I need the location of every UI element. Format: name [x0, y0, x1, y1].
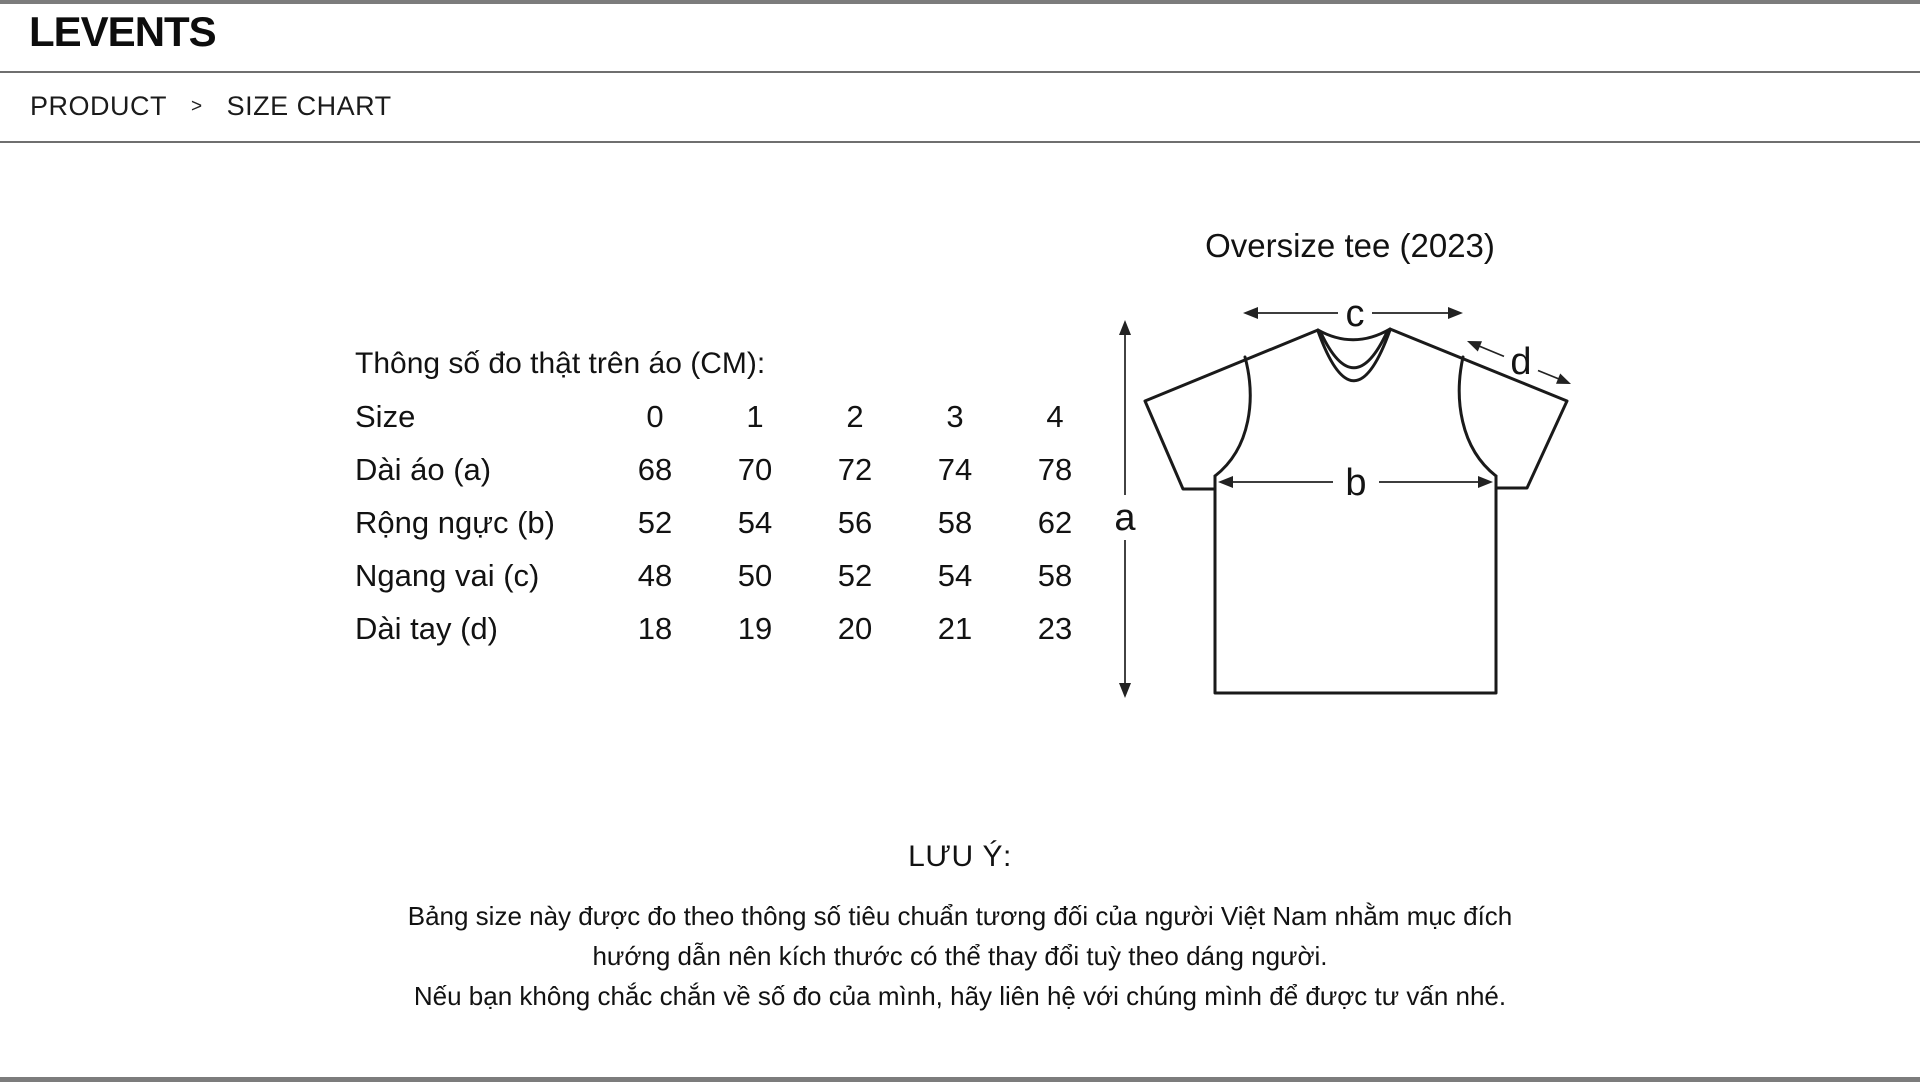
diagram-title: Oversize tee (2023)	[1205, 227, 1495, 264]
a-arrowhead-bottom	[1119, 683, 1131, 698]
b-arrowhead-left	[1218, 476, 1233, 488]
table-value: 48	[637, 557, 673, 593]
row-label-shoulder-width: Ngang vai (c)	[355, 557, 540, 593]
breadcrumb-divider	[0, 141, 1920, 143]
table-value: 19	[737, 610, 773, 646]
table-value: 58	[937, 504, 973, 540]
table-value: 54	[937, 557, 973, 593]
breadcrumb	[30, 91, 392, 122]
size-column-header: 2	[846, 398, 864, 434]
tshirt-left-sleeve	[1145, 330, 1318, 489]
bottom-border-bar	[0, 1077, 1920, 1082]
table-value: 54	[737, 504, 773, 540]
size-column-header: 0	[646, 398, 664, 434]
table-value: 56	[837, 504, 873, 540]
table-value: 70	[737, 451, 773, 487]
table-value: 68	[637, 451, 673, 487]
table-value: 20	[837, 610, 873, 646]
dimension-label-c: c	[1345, 293, 1365, 335]
note-line: Nếu bạn không chắc chắn về số đo của mình, hãy liên hệ với chúng mình để được tư vấn nhé.	[413, 981, 1507, 1011]
tshirt-collar-front	[1318, 330, 1390, 381]
c-arrowhead-right	[1448, 307, 1463, 319]
table-value: 21	[937, 610, 973, 646]
note-heading: LƯU Ý:	[908, 840, 1012, 873]
d-arrowhead-right	[1556, 374, 1571, 385]
tshirt-right-sleeve	[1390, 329, 1567, 488]
size-table-header-label: Size	[355, 398, 416, 434]
header-divider	[0, 71, 1920, 73]
top-border-bar	[0, 0, 1920, 4]
note-section	[0, 840, 1920, 1016]
table-value: 18	[637, 610, 673, 646]
table-value: 23	[1037, 610, 1073, 646]
breadcrumb-item-product[interactable]: PRODUCT	[30, 91, 167, 121]
table-value: 74	[937, 451, 973, 487]
size-table	[355, 390, 1105, 655]
breadcrumb-item-size-chart: SIZE CHART	[226, 91, 392, 121]
row-label-sleeve-length: Dài tay (d)	[355, 610, 498, 646]
table-value: 58	[1037, 557, 1073, 593]
dimension-label-d: d	[1510, 341, 1532, 383]
table-value: 50	[737, 557, 773, 593]
d-arrowhead-left	[1467, 341, 1482, 352]
tshirt-right-armhole	[1459, 357, 1496, 476]
table-value: 78	[1037, 451, 1073, 487]
note-line: Bảng size này được đo theo thông số tiêu chuẩn tương đối của người Việt Nam nhằm mục đích	[407, 901, 1513, 931]
tshirt-body	[1215, 476, 1496, 693]
size-column-header: 3	[946, 398, 964, 434]
row-label-chest-width: Rộng ngực (b)	[355, 504, 555, 540]
table-value: 52	[837, 557, 873, 593]
breadcrumb-separator-icon: >	[191, 95, 203, 117]
c-arrowhead-left	[1243, 307, 1258, 319]
table-value: 72	[837, 451, 873, 487]
brand-logo[interactable]: LEVENTS	[29, 8, 216, 55]
table-value: 62	[1037, 504, 1073, 540]
size-column-header: 4	[1046, 398, 1064, 434]
tshirt-diagram	[1090, 250, 1610, 720]
size-table-title: Thông số đo thật trên áo (CM):	[355, 347, 766, 380]
size-column-header: 1	[746, 398, 764, 434]
tshirt-left-armhole	[1215, 357, 1250, 476]
a-arrowhead-top	[1119, 320, 1131, 335]
row-label-shirt-length: Dài áo (a)	[355, 451, 492, 487]
table-value: 52	[637, 504, 673, 540]
note-line: hướng dẫn nên kích thước có thể thay đổi tuỳ theo dáng người.	[592, 941, 1328, 971]
b-arrowhead-right	[1478, 476, 1493, 488]
dimension-label-a: a	[1114, 497, 1136, 539]
dimension-label-b: b	[1345, 462, 1367, 504]
